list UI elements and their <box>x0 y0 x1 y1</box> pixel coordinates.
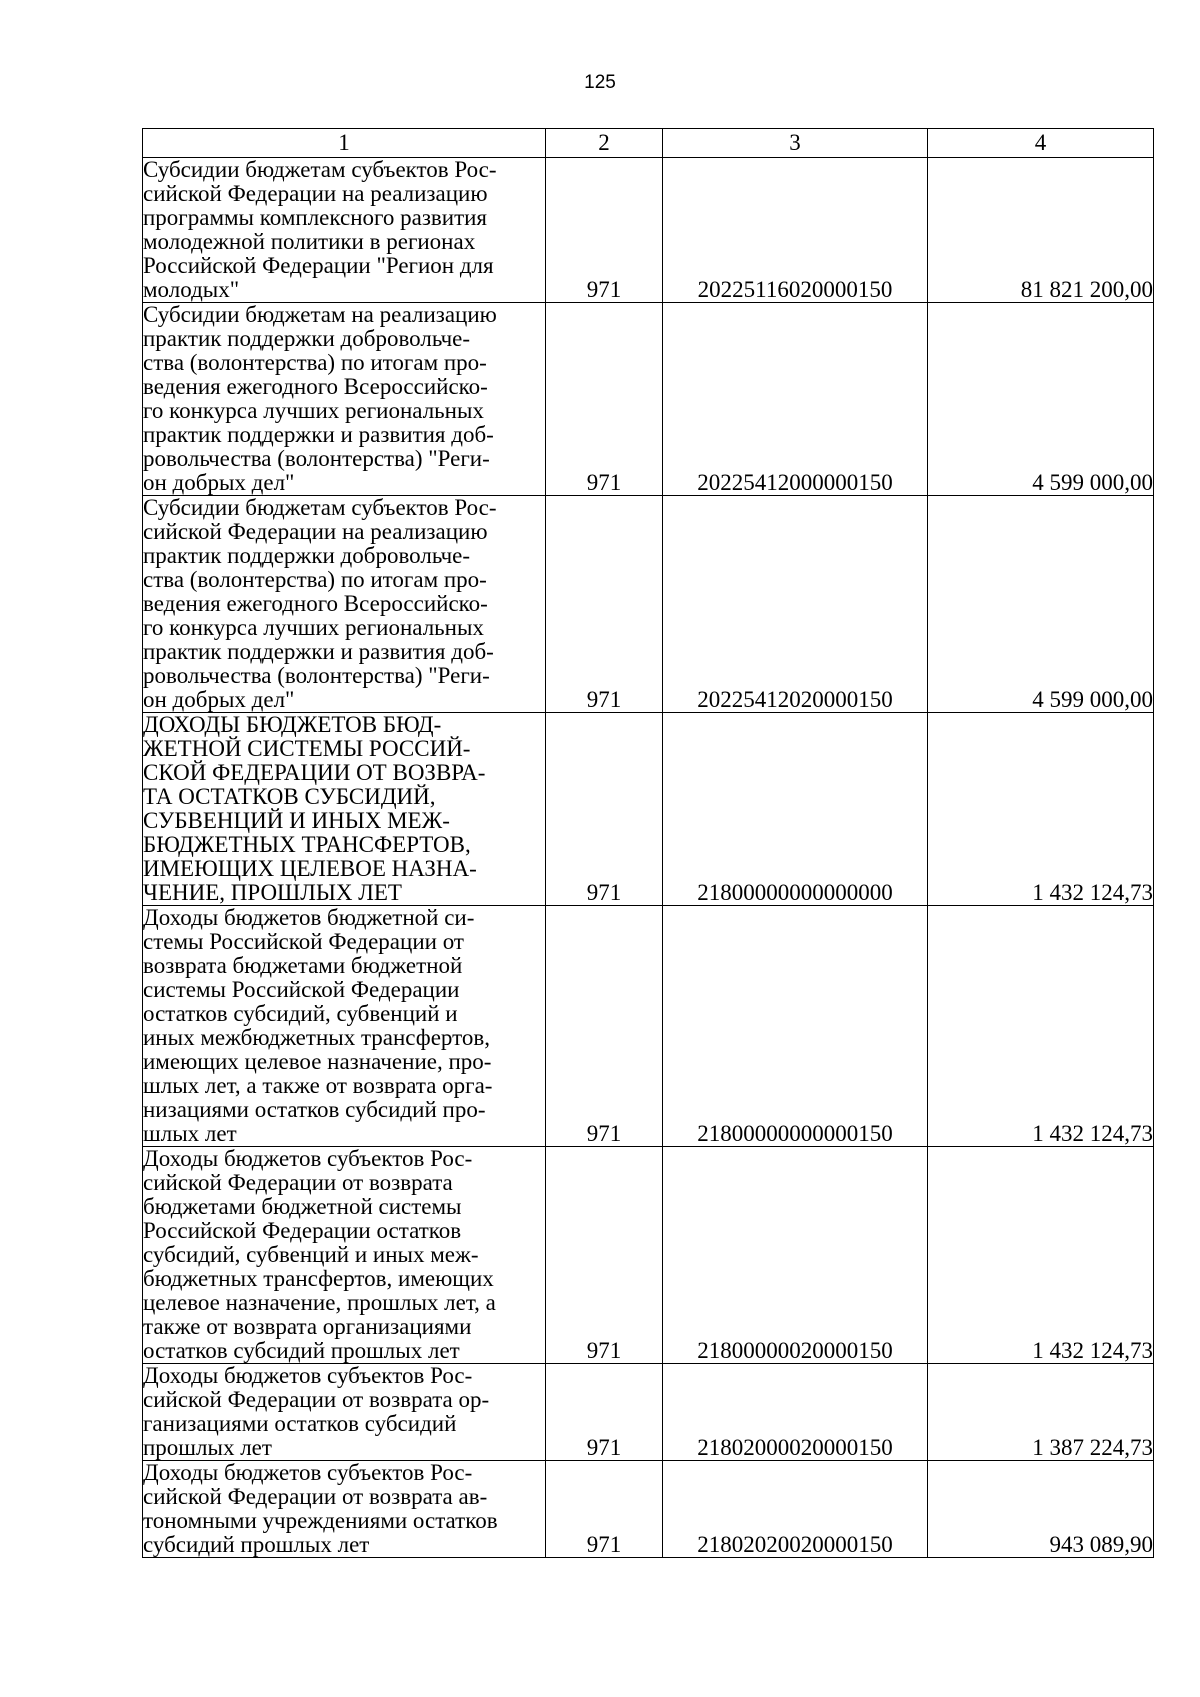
amount-cell: 943 089,90 <box>928 1461 1154 1558</box>
table-row <box>143 713 1154 906</box>
amount-cell: 1 432 124,73 <box>928 906 1154 1147</box>
budget-code-cell: 21802000020000150 <box>663 1364 928 1461</box>
description-line: ДОХОДЫ БЮДЖЕТОВ БЮД- <box>143 712 442 737</box>
amount-cell: 1 387 224,73 <box>928 1364 1154 1461</box>
description-cell <box>143 713 546 906</box>
admin-code-cell: 971 <box>546 1364 663 1461</box>
description-line: ровольчества (волонтерства) "Реги- <box>143 663 490 688</box>
description-line: бюджетных трансфертов, имеющих <box>143 1266 494 1291</box>
description-line: также от возврата организациями <box>143 1314 472 1339</box>
description-line: СУБВЕНЦИЙ И ИНЫХ МЕЖ- <box>143 808 450 833</box>
description-line: сийской Федерации от возврата ав- <box>143 1484 488 1509</box>
description-line: шлых лет, а также от возврата орга- <box>143 1073 493 1098</box>
admin-code-cell: 971 <box>546 496 663 713</box>
description-line: сийской Федерации на реализацию <box>143 181 488 206</box>
description-cell <box>143 906 546 1147</box>
description-line: ИМЕЮЩИХ ЦЕЛЕВОЕ НАЗНА- <box>143 856 477 881</box>
description-line: Доходы бюджетов субъектов Рос- <box>143 1146 473 1171</box>
table-row <box>143 1147 1154 1364</box>
description-line: возврата бюджетами бюджетной <box>143 953 463 978</box>
description-line: ведения ежегодного Всероссийско- <box>143 374 488 399</box>
description-line: субсидий, субвенций и иных меж- <box>143 1242 479 1267</box>
table-row <box>143 1461 1154 1558</box>
description-line: имеющих целевое назначение, про- <box>143 1049 492 1074</box>
admin-code-cell: 971 <box>546 303 663 496</box>
description-line: молодежной политики в регионах <box>143 229 476 254</box>
page-number: 125 <box>584 72 616 93</box>
description-line: остатков субсидий, субвенций и <box>143 1001 458 1026</box>
description-line: программы комплексного развития <box>143 205 488 230</box>
table-body <box>143 158 1154 1558</box>
description-line: сийской Федерации от возврата ор- <box>143 1387 490 1412</box>
description-line: системы Российской Федерации <box>143 977 460 1002</box>
description-cell <box>143 496 546 713</box>
description-line: го конкурса лучших региональных <box>143 398 484 423</box>
description-line: ведения ежегодного Всероссийско- <box>143 591 488 616</box>
description-line: ства (волонтерства) по итогам про- <box>143 350 487 375</box>
description-line: он добрых дел" <box>143 470 295 495</box>
description-line: ТА ОСТАТКОВ СУБСИДИЙ, <box>143 784 436 809</box>
description-line: тономными учреждениями остатков <box>143 1508 498 1533</box>
description-line: Доходы бюджетов субъектов Рос- <box>143 1460 473 1485</box>
description-line: ЖЕТНОЙ СИСТЕМЫ РОССИЙ- <box>143 736 471 761</box>
description-line: практик поддержки и развития доб- <box>143 422 494 447</box>
description-line: Субсидии бюджетам субъектов Рос- <box>143 495 497 520</box>
description-line: он добрых дел" <box>143 687 295 712</box>
description-line: СКОЙ ФЕДЕРАЦИИ ОТ ВОЗВРА- <box>143 760 486 785</box>
description-line: стемы Российской Федерации от <box>143 929 464 954</box>
description-line: Субсидии бюджетам субъектов Рос- <box>143 157 497 182</box>
description-line: ровольчества (волонтерства) "Реги- <box>143 446 490 471</box>
description-line: субсидий прошлых лет <box>143 1532 370 1557</box>
description-cell <box>143 1364 546 1461</box>
header-cell-col2: 2 <box>546 129 663 158</box>
description-cell <box>143 1147 546 1364</box>
description-line: целевое назначение, прошлых лет, а <box>143 1290 496 1315</box>
amount-cell: 1 432 124,73 <box>928 713 1154 906</box>
description-line: Субсидии бюджетам на реализацию <box>143 302 497 327</box>
budget-code-cell: 20225116020000150 <box>663 158 928 303</box>
description-line: низациями остатков субсидий про- <box>143 1097 486 1122</box>
table-row <box>143 906 1154 1147</box>
budget-code-cell: 21802020020000150 <box>663 1461 928 1558</box>
description-line: практик поддержки добровольче- <box>143 543 471 568</box>
description-line: ганизациями остатков субсидий <box>143 1411 457 1436</box>
budget-code-cell: 21800000020000150 <box>663 1147 928 1364</box>
description-line: практик поддержки добровольче- <box>143 326 471 351</box>
table-row <box>143 1364 1154 1461</box>
header-cell-col1: 1 <box>143 129 546 158</box>
table-row <box>143 303 1154 496</box>
header-cell-col4: 4 <box>928 129 1154 158</box>
admin-code-cell: 971 <box>546 713 663 906</box>
description-line: шлых лет <box>143 1121 237 1146</box>
description-line: го конкурса лучших региональных <box>143 615 484 640</box>
table-row <box>143 158 1154 303</box>
description-line: Российской Федерации "Регион для <box>143 253 494 278</box>
budget-code-cell: 20225412020000150 <box>663 496 928 713</box>
budget-code-cell: 21800000000000150 <box>663 906 928 1147</box>
header-cell-col3: 3 <box>663 129 928 158</box>
description-cell <box>143 158 546 303</box>
table-row <box>143 496 1154 713</box>
description-line: Доходы бюджетов субъектов Рос- <box>143 1363 473 1388</box>
admin-code-cell: 971 <box>546 1461 663 1558</box>
amount-cell: 81 821 200,00 <box>928 158 1154 303</box>
description-line: БЮДЖЕТНЫХ ТРАНСФЕРТОВ, <box>143 832 471 857</box>
description-cell <box>143 1461 546 1558</box>
description-line: практик поддержки и развития доб- <box>143 639 494 664</box>
description-line: остатков субсидий прошлых лет <box>143 1338 460 1363</box>
description-cell <box>143 303 546 496</box>
admin-code-cell: 971 <box>546 906 663 1147</box>
table-header-row <box>143 129 1154 158</box>
amount-cell: 1 432 124,73 <box>928 1147 1154 1364</box>
description-line: сийской Федерации от возврата <box>143 1170 453 1195</box>
admin-code-cell: 971 <box>546 1147 663 1364</box>
budget-code-cell: 21800000000000000 <box>663 713 928 906</box>
description-line: прошлых лет <box>143 1435 272 1460</box>
description-line: Российской Федерации остатков <box>143 1218 462 1243</box>
description-line: ЧЕНИЕ, ПРОШЛЫХ ЛЕТ <box>143 880 402 905</box>
amount-cell: 4 599 000,00 <box>928 496 1154 713</box>
admin-code-cell: 971 <box>546 158 663 303</box>
budget-table <box>142 128 1154 1558</box>
description-line: молодых" <box>143 277 240 302</box>
description-line: бюджетами бюджетной системы <box>143 1194 462 1219</box>
description-line: ства (волонтерства) по итогам про- <box>143 567 487 592</box>
description-line: иных межбюджетных трансфертов, <box>143 1025 490 1050</box>
amount-cell: 4 599 000,00 <box>928 303 1154 496</box>
description-line: сийской Федерации на реализацию <box>143 519 488 544</box>
budget-code-cell: 20225412000000150 <box>663 303 928 496</box>
description-line: Доходы бюджетов бюджетной си- <box>143 905 475 930</box>
